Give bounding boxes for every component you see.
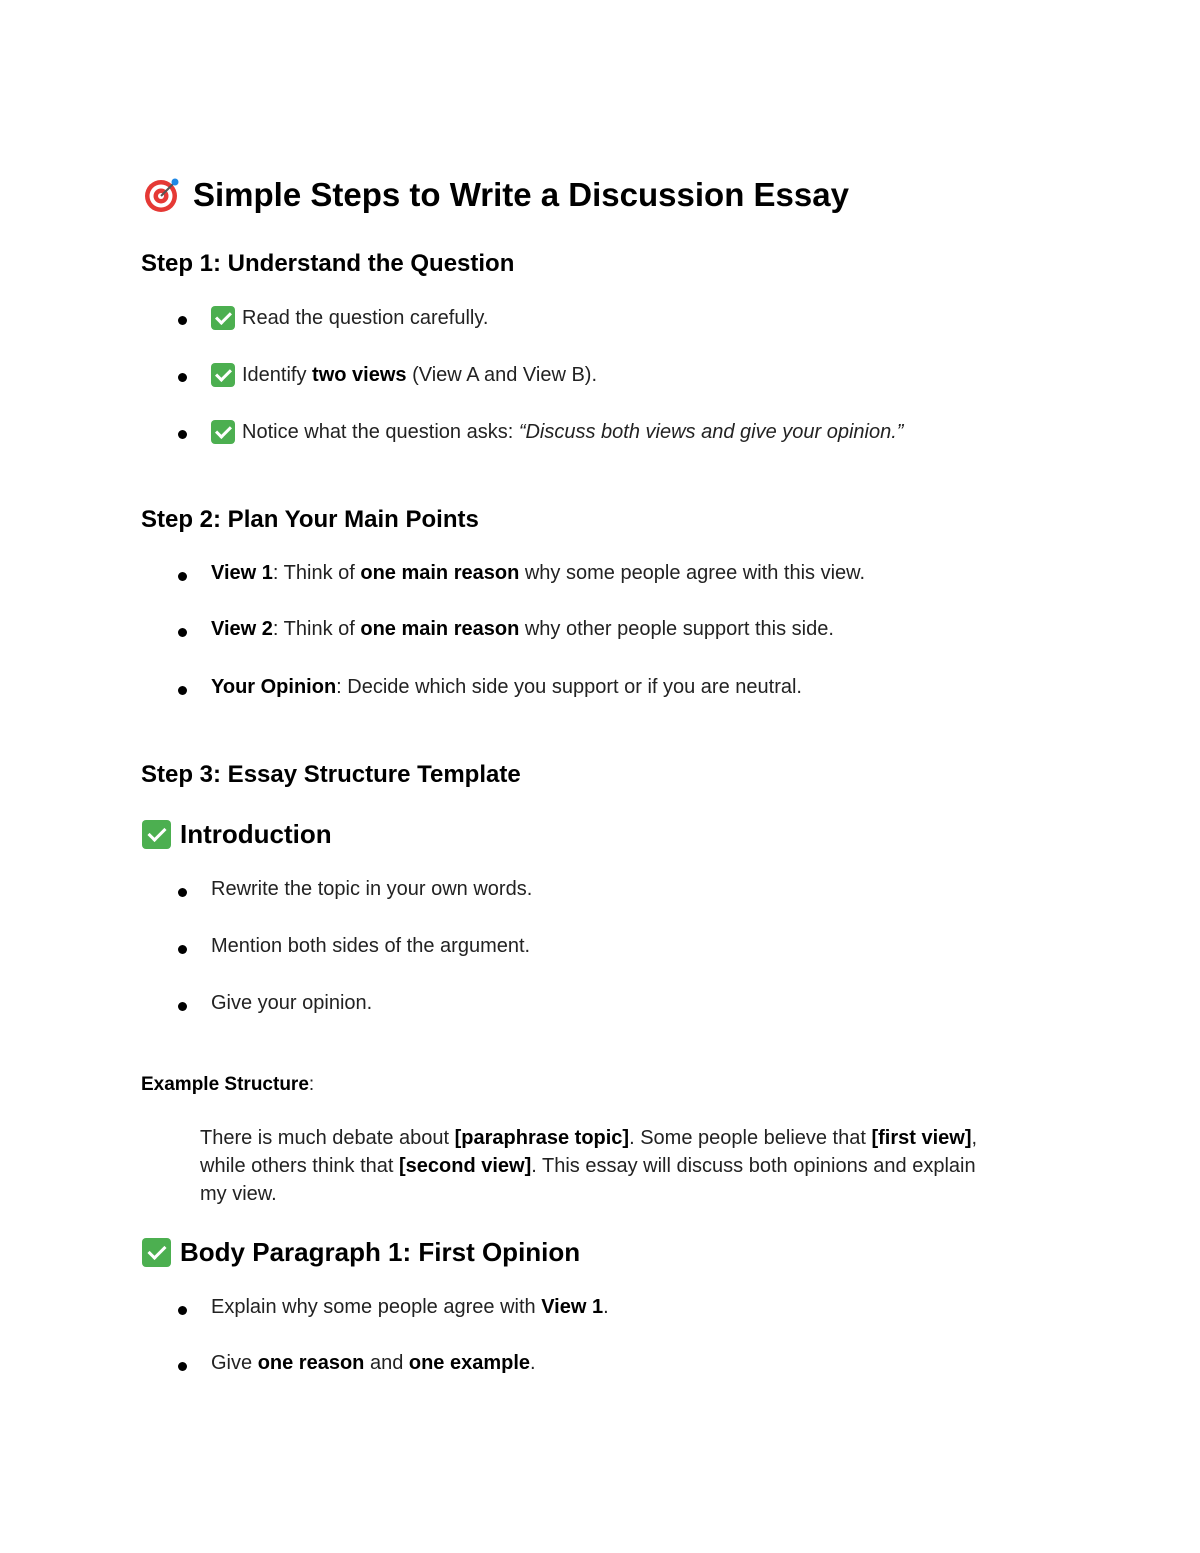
bullet <box>178 888 187 897</box>
example-paragraph: There is much debate about [paraphrase topic]. Some people believe that [first view], while others think that [second view]. This essay will discuss both opinions and explain my view. <box>200 1127 978 1205</box>
bullet <box>178 1362 187 1371</box>
list-item: Identify two views (View A and View B). <box>211 363 597 387</box>
body-paragraph-1-heading: Body Paragraph 1: First Opinion <box>142 1237 580 1268</box>
bullet <box>178 373 187 382</box>
bullet <box>178 430 187 439</box>
list-item: Rewrite the topic in your own words. <box>211 878 533 900</box>
bullet <box>178 628 187 637</box>
check-icon <box>211 363 235 387</box>
check-icon <box>142 1238 171 1267</box>
target-icon <box>143 176 181 214</box>
list-item: Give one reason and one example . <box>211 1352 536 1374</box>
check-icon <box>142 820 171 849</box>
list-item: View 2 : Think of one main reason why other people support this side. <box>211 618 834 640</box>
list-item: Explain why some people agree with View 1 . <box>211 1296 609 1318</box>
list-item: Give your opinion. <box>211 992 373 1014</box>
bullet <box>178 316 187 325</box>
list-item: Notice what the question asks: “Discuss both views and give your opinion.” <box>211 420 903 444</box>
step1-heading: Step 1: Understand the Question <box>141 250 515 277</box>
list-item: Your Opinion : Decide which side you support or if you are neutral. <box>211 676 802 698</box>
step2-heading: Step 2: Plan Your Main Points <box>141 506 479 533</box>
check-icon <box>211 306 235 330</box>
title-text: Simple Steps to Write a Discussion Essay <box>193 176 849 213</box>
page-title <box>143 176 849 214</box>
bullet <box>178 686 187 695</box>
check-icon <box>211 420 235 444</box>
bullet <box>178 945 187 954</box>
list-item: View 1 : Think of one main reason why some people agree with this view. <box>211 562 866 584</box>
introduction-heading: Introduction <box>142 819 332 850</box>
example-structure-label: Example Structure : <box>141 1074 315 1095</box>
list-item: Read the question carefully. <box>211 306 488 330</box>
step3-heading: Step 3: Essay Structure Template <box>141 761 521 788</box>
bullet <box>178 1002 187 1011</box>
list-item: Mention both sides of the argument. <box>211 935 531 957</box>
bullet <box>178 1306 187 1315</box>
bullet <box>178 572 187 581</box>
